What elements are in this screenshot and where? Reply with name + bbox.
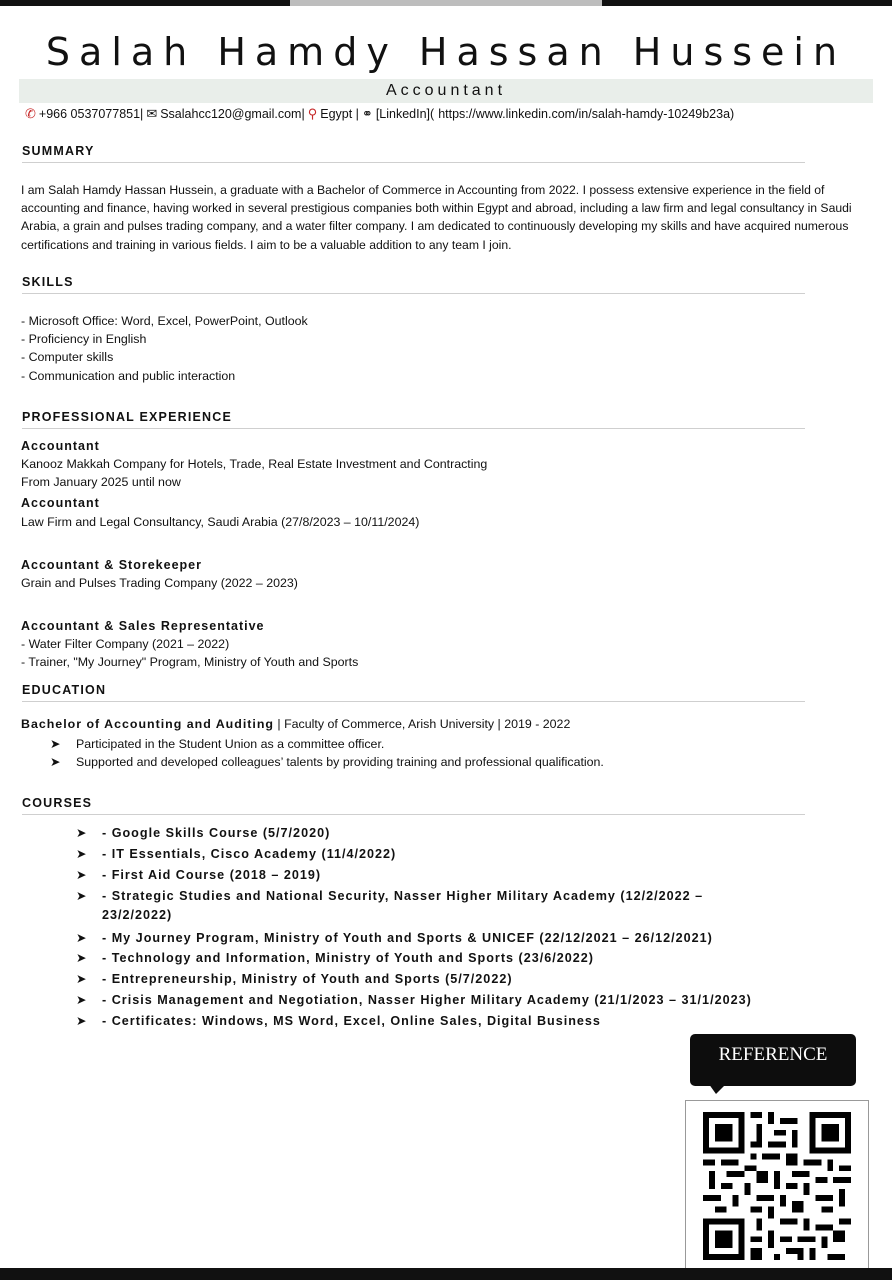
degree-details: | Faculty of Commerce, Arish University | 2019 - 2022 [273, 717, 571, 731]
education-bullet-text: Supported and developed colleagues’ talents by providing training and professional qualification. [76, 755, 604, 769]
qr-code[interactable] [685, 1100, 869, 1272]
arrow-bullet-icon: ➤ [50, 755, 61, 769]
course-text: - Technology and Information, Ministry of Youth and Sports (23/6/2022) [102, 951, 594, 965]
skill-item: - Computer skills [21, 350, 114, 365]
candidate-name: Salah Hamdy Hassan Hussein [45, 30, 847, 74]
experience-heading: PROFESSIONAL EXPERIENCE [22, 410, 805, 429]
job-detail: - Water Filter Company (2021 – 2022) [21, 637, 230, 651]
reference-bubble-tail [706, 1080, 730, 1094]
top-border-right [602, 0, 892, 6]
email-address[interactable]: Ssalahcc120@gmail.com| [160, 107, 305, 121]
contact-line [22, 106, 882, 122]
job-title-4: Accountant & Sales Representative [21, 619, 265, 633]
job-title-3: Accountant & Storekeeper [21, 558, 202, 572]
job-detail: Law Firm and Legal Consultancy, Saudi Arabia (27/8/2023 – 10/11/2024) [21, 515, 420, 529]
education-bullet-text: Participated in the Student Union as a committee officer. [76, 737, 385, 751]
summary-heading: SUMMARY [22, 144, 805, 163]
job-detail: - Trainer, "My Journey" Program, Ministry of Youth and Sports [21, 655, 359, 669]
arrow-bullet-icon: ➤ [76, 951, 88, 965]
location: Egypt | [320, 107, 359, 121]
email-icon: ✉ [146, 106, 158, 121]
job-title: Accountant [19, 79, 873, 103]
course-text: - Google Skills Course (5/7/2020) [102, 826, 331, 840]
course-item [76, 971, 513, 986]
arrow-bullet-icon: ➤ [76, 826, 88, 840]
job-detail: Grain and Pulses Trading Company (2022 – 2023) [21, 576, 298, 590]
phone-icon: ✆ [25, 106, 36, 121]
course-text: - Certificates: Windows, MS Word, Excel, Online Sales, Digital Business [102, 1014, 601, 1028]
phone-number: +966 0537077851| [38, 107, 144, 121]
arrow-bullet-icon: ➤ [76, 931, 88, 945]
arrow-bullet-icon: ➤ [76, 972, 88, 986]
arrow-bullet-icon: ➤ [50, 737, 61, 751]
location-pin-icon: ⚲ [307, 106, 318, 121]
top-border-left [0, 0, 290, 6]
course-item [76, 825, 330, 840]
skill-item: - Proficiency in English [21, 332, 147, 347]
course-text: - My Journey Program, Ministry of Youth and Sports & UNICEF (22/12/2021 – 26/12/2021) [102, 931, 713, 945]
course-item [76, 1013, 601, 1028]
education-bullet [50, 736, 384, 751]
top-border-middle [290, 0, 602, 6]
linkedin-label: [LinkedIn]( [375, 107, 435, 121]
job-title-2: Accountant [21, 496, 100, 510]
skill-item: - Communication and public interaction [21, 368, 236, 383]
skills-list [21, 312, 308, 385]
course-item [76, 867, 321, 882]
bottom-border [0, 1268, 892, 1280]
skills-heading: SKILLS [22, 275, 805, 294]
arrow-bullet-icon: ➤ [76, 868, 88, 882]
course-text: - First Aid Course (2018 – 2019) [102, 868, 322, 882]
education-degree-line [21, 717, 570, 731]
job-title-1: Accountant [21, 439, 100, 453]
arrow-bullet-icon: ➤ [76, 993, 88, 1007]
education-bullet [50, 754, 604, 769]
course-text: - IT Essentials, Cisco Academy (11/4/2022) [102, 847, 397, 861]
courses-heading: COURSES [22, 796, 805, 815]
linkedin-url[interactable]: https://www.linkedin.com/in/salah-hamdy-10249b23a) [438, 107, 735, 121]
reference-bubble: REFERENCE [690, 1034, 856, 1086]
arrow-bullet-icon: ➤ [76, 847, 88, 861]
arrow-bullet-icon: ➤ [76, 889, 88, 903]
course-item [76, 930, 713, 945]
course-item [76, 992, 752, 1007]
skill-item: - Microsoft Office: Word, Excel, PowerPoint, Outlook [21, 314, 308, 328]
job-detail: Kanooz Makkah Company for Hotels, Trade, Real Estate Investment and Contracting [21, 457, 488, 471]
link-icon: ⚭ [361, 106, 373, 121]
degree-title: Bachelor of Accounting and Auditing [21, 717, 274, 731]
course-item [76, 950, 594, 965]
summary-text: I am Salah Hamdy Hassan Hussein, a graduate with a Bachelor of Commerce in Accounting from 2022. I possess extensive experience in the field of accounting and finance, having worked in several prestigious companies both within Egypt and abroad, including a law firm and legal consultancy in Saudi Arabia, a grain and pulses trading company, and a water filter company. I am dedicated to continuously developing my skills and have acquired numerous certifications and training in various fields. I aim to be a valuable addition to any team I join. [21, 183, 852, 252]
course-item [76, 846, 396, 861]
course-text-continued: 23/2/2022) [102, 908, 173, 922]
job-detail: From January 2025 until now [21, 475, 181, 489]
course-text: - Crisis Management and Negotiation, Nasser Higher Military Academy (21/1/2023 – 31/1/2023) [102, 993, 752, 1007]
qr-code-icon [703, 1111, 851, 1261]
course-text: - Strategic Studies and National Security, Nasser Higher Military Academy (12/2/2022 – [102, 889, 704, 903]
course-item [76, 888, 703, 903]
course-text: - Entrepreneurship, Ministry of Youth and Sports (5/7/2022) [102, 972, 513, 986]
education-heading: EDUCATION [22, 683, 805, 702]
arrow-bullet-icon: ➤ [76, 1014, 88, 1028]
